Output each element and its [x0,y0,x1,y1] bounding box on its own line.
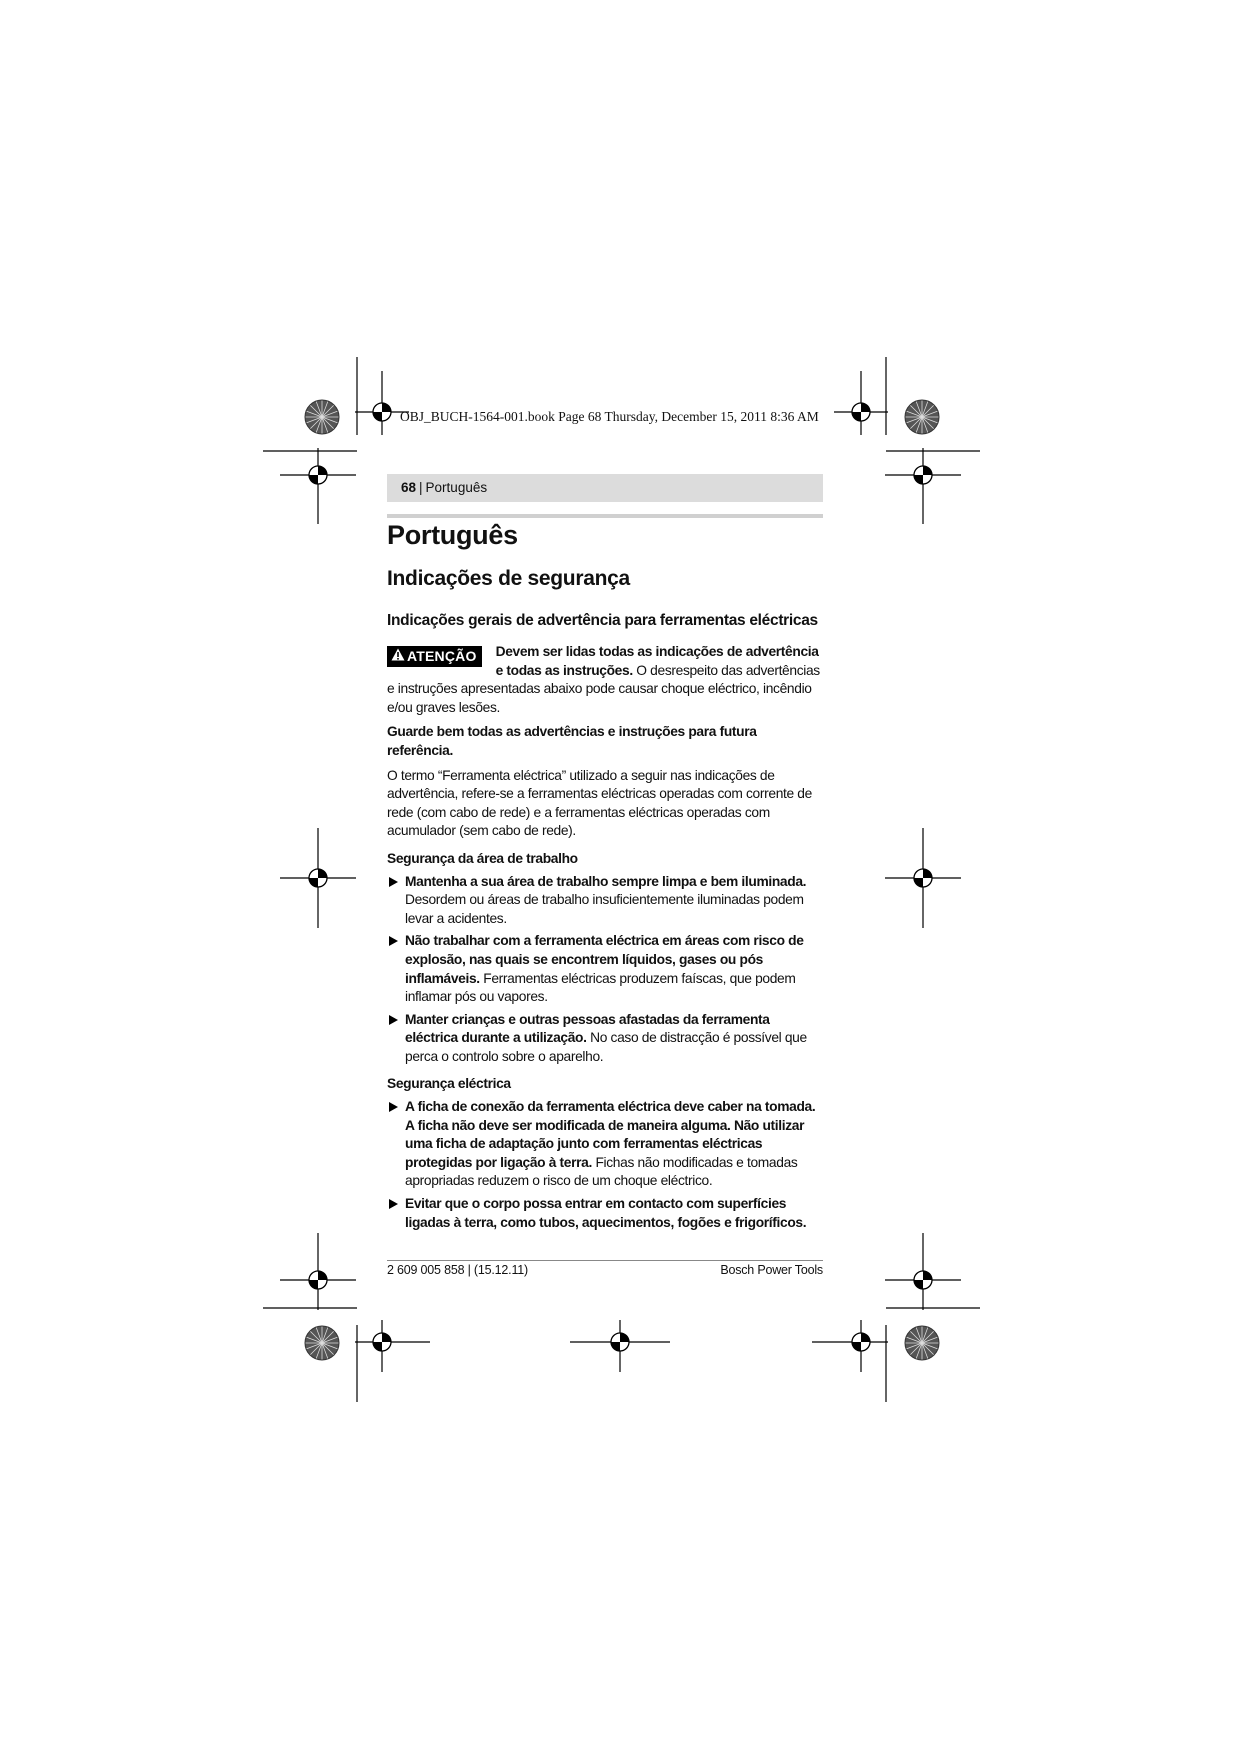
bullet-arrow-icon [389,1102,398,1112]
item-bold-text: Manter crianças e outras pessoas afastadas da ferramenta eléctrica durante a utilização. [405,1011,770,1046]
item-bold-text: Mantenha a sua área de trabalho sempre limpa e bem iluminada. [405,873,807,889]
warning-badge [387,646,482,667]
work-area-heading: Segurança da área de trabalho [387,850,578,866]
keep-instructions: Guarde bem todas as advertências e instruções para futura referência. [387,724,757,758]
bullet-arrow-icon [389,1199,398,1209]
page-title: Português [387,520,518,550]
item-text: Ferramentas eléctricas produzem faíscas, que podem inflamar pós ou vapores. [405,970,796,1005]
rosette-bottom-left [305,1326,339,1360]
warning-block [387,631,823,717]
list-item [387,1195,823,1232]
term-definition: O termo “Ferramenta eléctrica” utilizado a seguir nas indicações de advertência, refere-se a ferramentas eléctricas operadas com corrente de rede (com cabo de rede) e a ferramentas eléctricas operadas com acumulador (sem cabo de rede). [387,767,812,839]
page-footer [387,1263,823,1277]
bullet-arrow-icon [389,1015,398,1025]
warning-badge-label: ATENÇÃO [407,648,477,664]
page-header [387,474,823,502]
warning-triangle-icon [391,648,405,661]
section-title: Indicações de segurança [387,567,630,590]
item-text: Desordem ou áreas de trabalho insuficientemente iluminadas podem levar a acidentes. [405,892,804,926]
item-text: Fichas não modificadas e tomadas apropriadas reduzem o risco de um choque eléctrico. [405,1154,798,1189]
header-section: Português [425,480,488,495]
header-separator: | [419,480,423,495]
list-item [387,932,823,1006]
rosette-top-left [305,400,339,434]
page-content [387,515,823,1232]
electrical-list [387,1098,823,1232]
item-bold-text: Evitar que o corpo possa entrar em contacto com superfícies ligadas à terra, como tubos, aquecimentos, fogões e frigoríficos. [405,1196,807,1230]
item-bold-text: Não trabalhar com a ferramenta eléctrica em áreas com risco de explosão, nas quais se encontrem líquidos, gases ou pós inflamáveis. [405,933,804,986]
electrical-heading: Segurança eléctrica [387,1076,511,1092]
footer-brand: Bosch Power Tools [720,1263,823,1277]
rosette-bottom-right [905,1326,939,1360]
item-bold-text: A ficha de conexão da ferramenta eléctrica deve caber na tomada. A ficha não deve ser modificada de maneira alguma. Não utilizar uma ficha de adaptação junto com ferramentas eléctricas protegidas por ligação à terra. [405,1099,816,1170]
rosette-top-right [905,400,939,434]
footer-doc-number: 2 609 005 858 | (15.12.11) [387,1263,528,1277]
list-item [387,1098,823,1191]
list-item [387,1011,823,1067]
bullet-arrow-icon [389,936,398,946]
item-text: No caso de distracção é possível que perca o controlo sobre o aparelho. [405,1030,807,1064]
print-slug: OBJ_BUCH-1564-001.book Page 68 Thursday, December 15, 2011 8:36 AM [400,409,819,424]
list-item [387,873,823,929]
page-number: 68 [401,480,417,495]
bullet-arrow-icon [389,877,398,887]
warning-bold-text: Devem ser lidas todas as indicações de advertência e todas as instruções. [495,644,819,678]
subsection-title: Indicações gerais de advertência para ferramentas eléctricas [387,612,818,629]
footer-rule [387,1260,823,1261]
warning-text: O desrespeito das advertências e instruções apresentadas abaixo pode causar choque eléctrico, incêndio e/ou graves lesões. [387,662,820,715]
work-area-list [387,873,823,1067]
